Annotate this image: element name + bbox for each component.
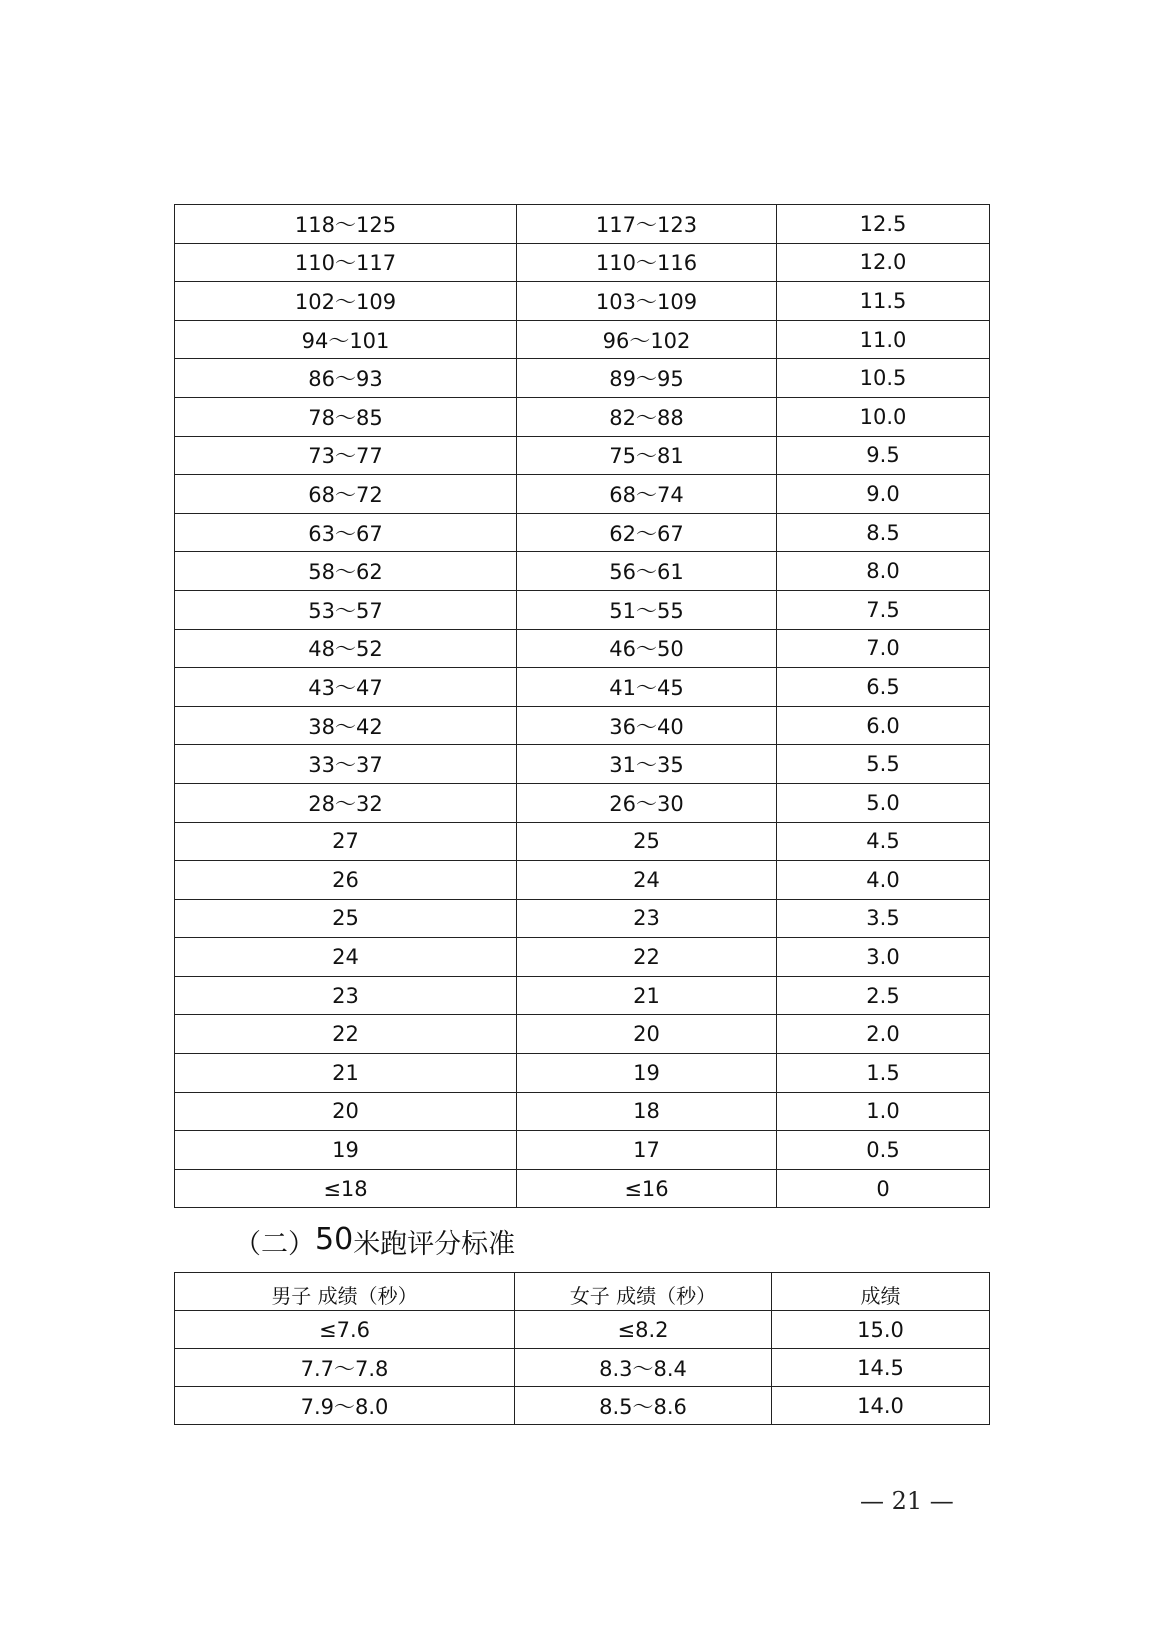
female-result-cell: 117～123 <box>517 205 777 244</box>
male-result-cell: 25 <box>175 899 517 938</box>
score-cell: 7.0 <box>777 629 990 668</box>
table-row <box>175 552 990 591</box>
table-row <box>175 397 990 436</box>
table-row <box>175 243 990 282</box>
female-result-cell: 24 <box>517 861 777 900</box>
female-result-cell: 82～88 <box>517 397 777 436</box>
score-cell: 5.5 <box>777 745 990 784</box>
score-cell: 0 <box>777 1169 990 1208</box>
female-result-cell: 51～55 <box>517 590 777 629</box>
female-result-cell: 18 <box>517 1092 777 1131</box>
table-row <box>175 205 990 244</box>
table-row <box>175 1054 990 1093</box>
female-result-cell: 17 <box>517 1131 777 1170</box>
female-result-cell: ≤8.2 <box>515 1311 772 1349</box>
male-result-cell: 73～77 <box>175 436 517 475</box>
section-heading-prefix: （二） <box>234 1229 315 1260</box>
table-row <box>175 783 990 822</box>
male-result-cell: 86～93 <box>175 359 517 398</box>
male-result-cell: 20 <box>175 1092 517 1131</box>
female-result-cell: 20 <box>517 1015 777 1054</box>
table-row <box>175 976 990 1015</box>
score-cell: 3.0 <box>777 938 990 977</box>
score-cell: 14.5 <box>772 1349 990 1387</box>
male-result-cell: 28～32 <box>175 783 517 822</box>
male-result-cell: 102～109 <box>175 282 517 321</box>
female-result-cell: 103～109 <box>517 282 777 321</box>
table-row <box>175 1092 990 1131</box>
male-result-cell: 53～57 <box>175 590 517 629</box>
score-cell: 10.0 <box>777 397 990 436</box>
female-result-cell: 96～102 <box>517 320 777 359</box>
male-result-cell: 78～85 <box>175 397 517 436</box>
score-cell: 8.0 <box>777 552 990 591</box>
score-cell: 9.0 <box>777 475 990 514</box>
female-result-cell: 8.5～8.6 <box>515 1387 772 1425</box>
male-result-cell: ≤7.6 <box>175 1311 515 1349</box>
male-result-cell: ≤18 <box>175 1169 517 1208</box>
male-result-cell: 21 <box>175 1054 517 1093</box>
score-cell: 14.0 <box>772 1387 990 1425</box>
table-row <box>175 1015 990 1054</box>
male-result-cell: 110～117 <box>175 243 517 282</box>
table-row <box>175 513 990 552</box>
female-result-cell: 110～116 <box>517 243 777 282</box>
score-cell: 2.5 <box>777 976 990 1015</box>
female-result-cell: 21 <box>517 976 777 1015</box>
female-result-cell: 8.3～8.4 <box>515 1349 772 1387</box>
female-result-cell: 46～50 <box>517 629 777 668</box>
female-result-cell: 68～74 <box>517 475 777 514</box>
male-result-cell: 7.9～8.0 <box>175 1387 515 1425</box>
table-header-row <box>175 1273 990 1311</box>
score-cell: 5.0 <box>777 783 990 822</box>
table-row <box>175 668 990 707</box>
male-result-cell: 94～101 <box>175 320 517 359</box>
score-cell: 12.5 <box>777 205 990 244</box>
run-50m-score-table <box>174 1272 990 1425</box>
pullup-table-body <box>175 205 990 1208</box>
male-result-cell: 7.7～7.8 <box>175 1349 515 1387</box>
score-cell: 0.5 <box>777 1131 990 1170</box>
male-result-cell: 33～37 <box>175 745 517 784</box>
table-row <box>175 1169 990 1208</box>
male-result-cell: 43～47 <box>175 668 517 707</box>
table-row <box>175 1311 990 1349</box>
male-result-cell: 38～42 <box>175 706 517 745</box>
header-female-result: 女子 成绩（秒） <box>515 1273 772 1311</box>
section-heading-number: 50 <box>315 1222 354 1257</box>
table-row <box>175 1387 990 1425</box>
section-heading-50m-run <box>234 1222 515 1261</box>
score-cell: 15.0 <box>772 1311 990 1349</box>
male-result-cell: 23 <box>175 976 517 1015</box>
male-result-cell: 63～67 <box>175 513 517 552</box>
female-result-cell: ≤16 <box>517 1169 777 1208</box>
female-result-cell: 31～35 <box>517 745 777 784</box>
pullup-score-table <box>174 204 990 1208</box>
score-cell: 4.0 <box>777 861 990 900</box>
male-result-cell: 22 <box>175 1015 517 1054</box>
section-heading-title: 米跑评分标准 <box>353 1229 516 1260</box>
female-result-cell: 56～61 <box>517 552 777 591</box>
table-row <box>175 320 990 359</box>
table-row <box>175 282 990 321</box>
female-result-cell: 75～81 <box>517 436 777 475</box>
table-row <box>175 475 990 514</box>
table-row <box>175 1349 990 1387</box>
page-number: — 21 — <box>860 1487 954 1515</box>
run50-table-body <box>175 1273 990 1425</box>
table-row <box>175 436 990 475</box>
female-result-cell: 23 <box>517 899 777 938</box>
male-result-cell: 19 <box>175 1131 517 1170</box>
score-cell: 3.5 <box>777 899 990 938</box>
male-result-cell: 27 <box>175 822 517 861</box>
female-result-cell: 25 <box>517 822 777 861</box>
table-row <box>175 629 990 668</box>
table-row <box>175 1131 990 1170</box>
table-row <box>175 861 990 900</box>
score-cell: 1.0 <box>777 1092 990 1131</box>
score-cell: 7.5 <box>777 590 990 629</box>
table-row <box>175 745 990 784</box>
male-result-cell: 48～52 <box>175 629 517 668</box>
header-male-result: 男子 成绩（秒） <box>175 1273 515 1311</box>
score-cell: 2.0 <box>777 1015 990 1054</box>
table-row <box>175 590 990 629</box>
score-cell: 11.5 <box>777 282 990 321</box>
female-result-cell: 19 <box>517 1054 777 1093</box>
header-score: 成绩 <box>772 1273 990 1311</box>
score-cell: 9.5 <box>777 436 990 475</box>
male-result-cell: 118～125 <box>175 205 517 244</box>
male-result-cell: 68～72 <box>175 475 517 514</box>
score-cell: 4.5 <box>777 822 990 861</box>
score-cell: 1.5 <box>777 1054 990 1093</box>
score-cell: 8.5 <box>777 513 990 552</box>
female-result-cell: 41～45 <box>517 668 777 707</box>
table-row <box>175 899 990 938</box>
female-result-cell: 36～40 <box>517 706 777 745</box>
female-result-cell: 89～95 <box>517 359 777 398</box>
score-cell: 6.0 <box>777 706 990 745</box>
male-result-cell: 58～62 <box>175 552 517 591</box>
score-cell: 11.0 <box>777 320 990 359</box>
male-result-cell: 24 <box>175 938 517 977</box>
female-result-cell: 62～67 <box>517 513 777 552</box>
male-result-cell: 26 <box>175 861 517 900</box>
score-cell: 10.5 <box>777 359 990 398</box>
table-row <box>175 822 990 861</box>
female-result-cell: 22 <box>517 938 777 977</box>
table-row <box>175 938 990 977</box>
female-result-cell: 26～30 <box>517 783 777 822</box>
table-row <box>175 706 990 745</box>
score-cell: 6.5 <box>777 668 990 707</box>
table-row <box>175 359 990 398</box>
score-cell: 12.0 <box>777 243 990 282</box>
